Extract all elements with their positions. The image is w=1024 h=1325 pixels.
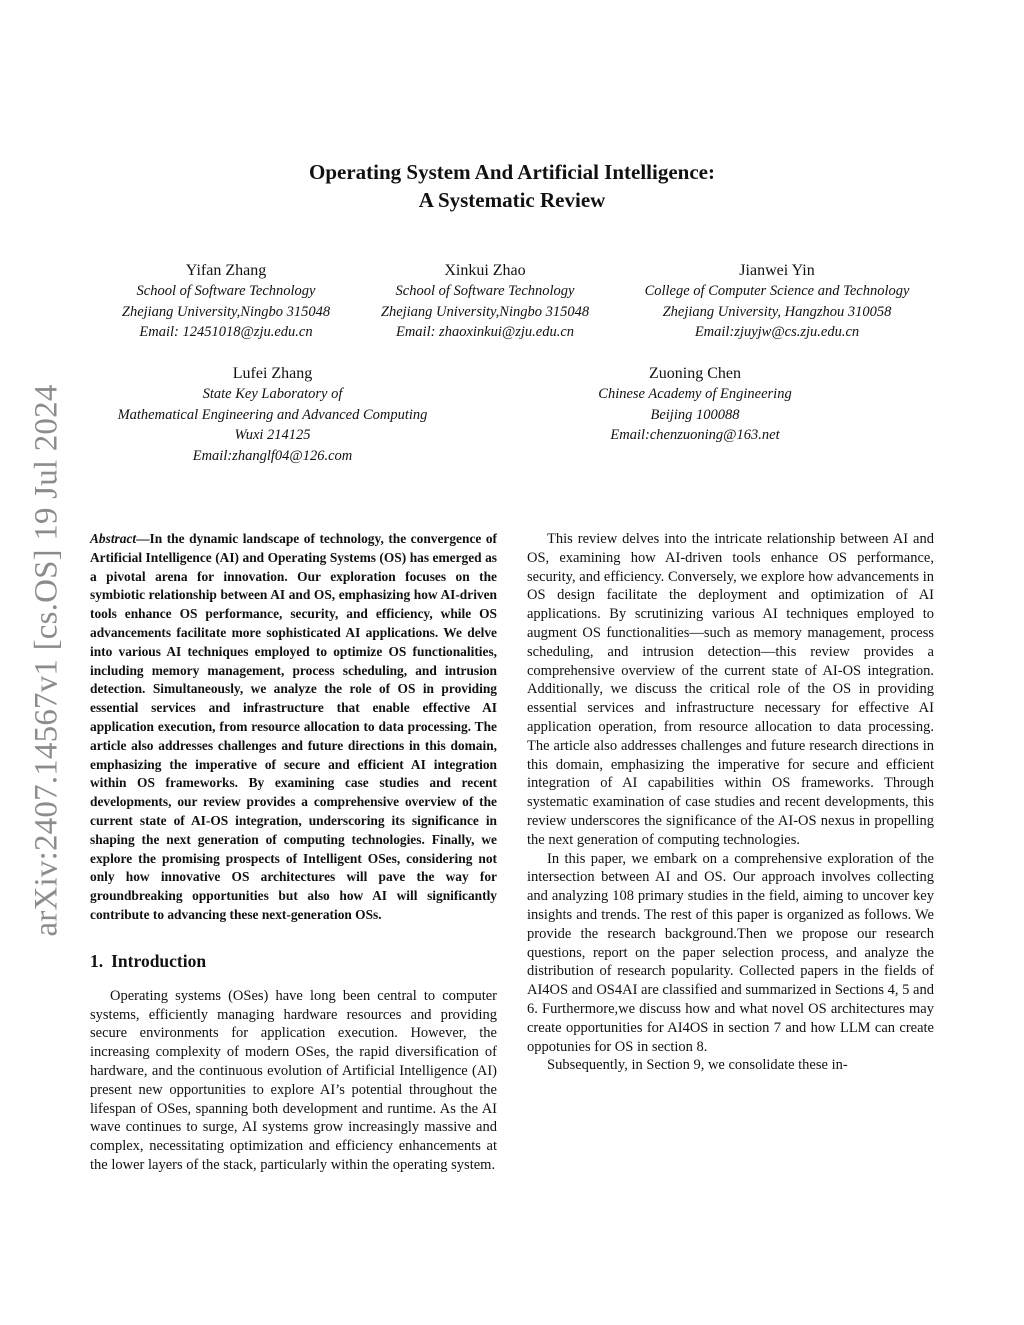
intro-paragraph-4: Subsequently, in Section 9, we consolidate these in- [547, 1057, 848, 1074]
paper-title [0, 158, 1024, 214]
section-heading-introduction [90, 949, 497, 973]
author-email: Email:zjuyjw@cs.zju.edu.cn [694, 324, 860, 340]
arxiv-identifier-text: arXiv:2407.14567v1 [cs.OS] 19 Jul 2024 [28, 383, 65, 937]
author-affiliation-line: Zhejiang University,Ningbo 315048 [121, 303, 331, 320]
author-email: Email:chenzuoning@163.net [610, 427, 780, 443]
abstract-label: Abstract [90, 531, 137, 546]
author-affiliation-line: Chinese Academy of Engineering [598, 386, 792, 402]
left-column [90, 530, 497, 1175]
right-column [527, 530, 934, 1075]
abstract-text: In the dynamic landscape of technology, the convergence of Artificial Intelligence (AI) and Operating Systems (OS) has emerged as a pivotal arena for innovation. Our exploration focuses on the symbiotic relationship between AI and OS, emphasizing how AI-driven tools enhance OS performance, security, and efficiency, while OS advancements facilitate more sophisticated AI applications. We delve into various AI techniques employed to optimize OS functionalities, including memory management, process scheduling, and intrusion detection. Simultaneously, we analyze the role of OS in providing essential services and infrastructure that enable effective AI application execution, from resource allocation to data processing. The article also addresses challenges and future directions in this domain, emphasizing the imperative of secure and efficient AI integration within OS frameworks. By examining case studies and recent developments, our review provides a comprehensive overview of the current state of AI-OS integration, underscoring its significance in shaping the next generation of computing technologies. Finally, we explore the promising prospects of Intelligent OSes, considering not only how innovative OS architectures will pave the way for groundbreaking opportunities but also how AI will significantly contribute to advancing these next-generation OSs. [90, 531, 497, 922]
author-email: Email:zhanglf04@126.com [192, 447, 353, 464]
author-block-yifan-zhang [90, 260, 362, 343]
author-name: Zuoning Chen [649, 365, 741, 382]
section-title: Introduction [111, 950, 207, 971]
author-name: Xinkui Zhao [444, 262, 526, 279]
paper-title-line-1: Operating System And Artificial Intelligence: [309, 160, 715, 184]
author-affiliation-line: Zhejiang University,Ningbo 315048 [380, 303, 590, 320]
author-block-jianwei-yin [612, 260, 942, 343]
author-affiliation-line: Zhejiang University, Hangzhou 310058 [662, 303, 892, 320]
intro-paragraph-1-text: Operating systems (OSes) have long been central to computer systems, efficiently managing hardware resources and providing secure environments for application execution. However, the increasing complexity of modern OSes, the rapid diversification of hardware, and the continuous evolution of Artificial Intelligence (AI) present new opportunities to explore AI’s potential throughout the lifespan of OSes, spanning both development and runtime. As the AI wave continues to surge, AI systems grow increasingly massive and complex, necessitating optimization and efficiency enhancements at the lower layers of the stack, particularly within the operating system. [90, 987, 497, 1173]
section-number: 1. [90, 950, 104, 971]
author-affiliation-line: College of Computer Science and Technology [644, 283, 910, 299]
author-affiliation-line: Wuxi 214125 [234, 427, 311, 443]
author-block-xinkui-zhao [350, 260, 620, 343]
author-email: Email: zhaoxinkui@zju.edu.cn [395, 324, 575, 340]
arxiv-identifier-stamp [25, 370, 69, 950]
author-affiliation-line: Beijing 100088 [650, 406, 740, 423]
author-affiliation-line: State Key Laboratory of [202, 386, 343, 402]
author-name: Jianwei Yin [739, 262, 815, 279]
intro-paragraph-2: This review delves into the intricate relationship between AI and OS, examining how AI-driven tools enhance OS performance, security, and efficiency. Conversely, we explore how advancements in OS design facilitate the deployment and optimization of AI applications. By scrutinizing various AI techniques employed to augment OS functionalities—such as memory management, process scheduling, and intrusion detection—this review provides a comprehensive overview of the current state of AI-OS integration. Additionally, we discuss the critical role of the OS in providing essential services and infrastructure necessary for effective AI application operation, from resource allocation to data processing. The article also addresses challenges and future research directions in this domain, emphasizing the imperative for secure and efficient integration of AI capabilities within OS frameworks. Through systematic examination of case studies and recent developments, this review underscores the significance of the AI-OS nexus in propelling the next generation of computing technologies. [527, 531, 934, 848]
author-block-zuoning-chen [565, 363, 825, 446]
author-affiliation-line: Mathematical Engineering and Advanced Computing [117, 406, 428, 423]
author-email: Email: 12451018@zju.edu.cn [139, 324, 313, 340]
intro-paragraph-3: In this paper, we embark on a comprehensive exploration of the intersection between AI and OS. Our approach involves collecting and analyzing 108 primary studies in the field, aiming to uncover key insights and trends. The rest of this paper is organized as follows. We provide the research background.Then we propose our research questions, report on the paper selection process, and analyze the distribution of research popularity. Collected papers in the fields of AI4OS and OS4AI are classified and summarized in Sections 4, 5 and 6. Furthermore,we discuss how and what novel OS architectures may create opportunities for AI4OS in section 7 and how LLM can create oppotunies for OS in section 8. [527, 850, 934, 1055]
author-affiliation-line: School of Software Technology [395, 283, 575, 299]
author-block-lufei-zhang [85, 363, 460, 466]
author-name: Lufei Zhang [232, 365, 313, 382]
author-affiliation-line: School of Software Technology [136, 283, 316, 299]
intro-paragraph-1-part-1 [90, 987, 497, 1175]
abstract: Abstract—In the dynamic landscape of technology, the convergence of Artificial Intelligence (AI) and Operating Systems (OS) has emerged as a pivotal arena for innovation. Our exploration focuses on the symbiotic relationship between AI and OS, emphasizing how AI-driven tools enhance OS performance, security, and efficiency, while OS advancements facilitate more sophisticated AI applications. We delve into various AI techniques employed to optimize OS functionalities, including memory management, process scheduling, and intrusion detection. Simultaneously, we analyze the role of OS in providing essential services and infrastructure that enable effective AI application execution, from resource allocation to data processing. The article also addresses challenges and future directions in this domain, emphasizing the imperative of secure and efficient AI integration within OS frameworks. By examining case studies and recent developments, our review provides a comprehensive overview of the current state of AI-OS integration, underscoring its significance in shaping the next generation of computing technologies. Finally, we explore the promising prospects of Intelligent OSes, considering not only how innovative OS architectures will pave the way for groundbreaking opportunities but also how AI will significantly contribute to advancing these next-generation OSs. [90, 531, 497, 922]
author-name: Yifan Zhang [185, 262, 267, 279]
paper-title-line-2: A Systematic Review [418, 188, 606, 212]
